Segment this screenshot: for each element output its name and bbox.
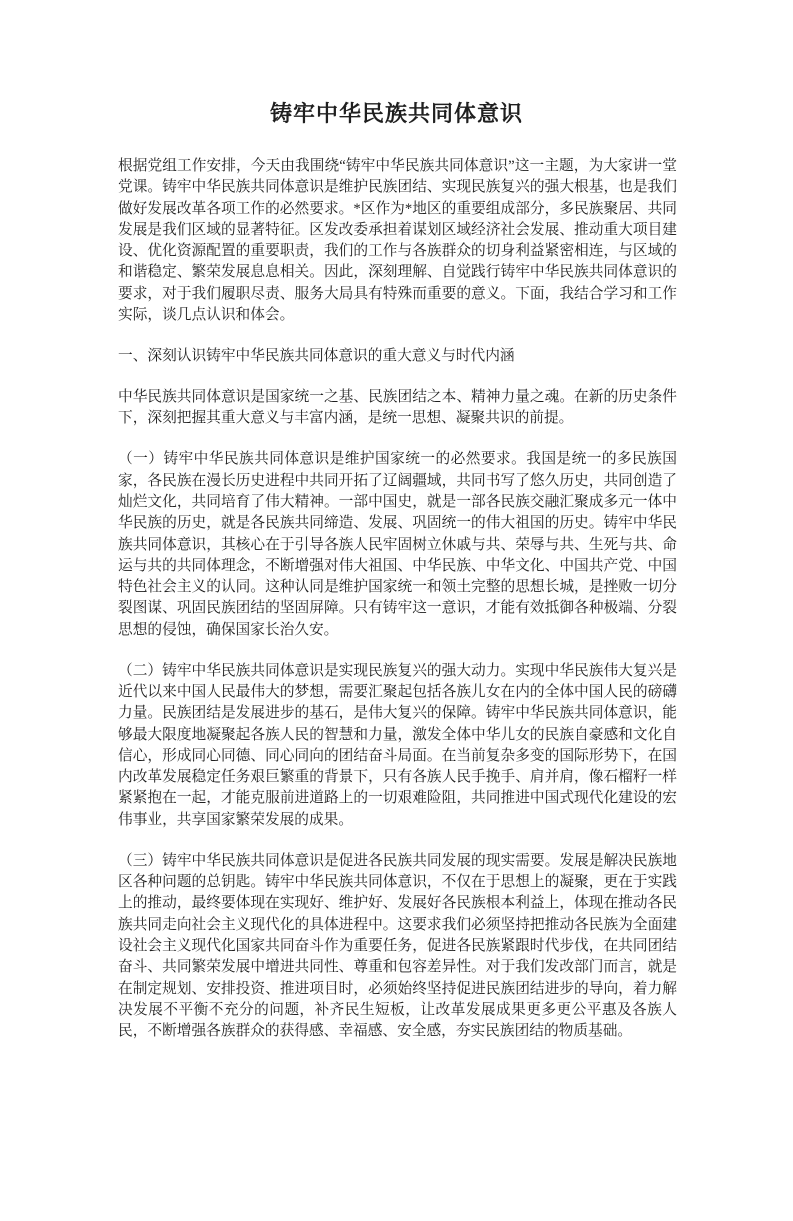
section-heading: 一、深刻认识铸牢中华民族共同体意识的重大意义与时代内涵 <box>118 348 515 365</box>
document-body <box>118 156 677 1042</box>
document-page <box>0 99 793 1221</box>
paragraph: 根据党组工作安排，今天由我围绕“铸牢中华民族共同体意识”这一主题，为大家讲一堂党课。铸牢中华民族共同体意识是维护民族团结、实现民族复兴的强大根基，也是我们做好发展改革各项工作的必然要求。*区作为*地区的重要组成部分，多民族聚居、共同发展是我们区域的显著特征。区发改委承担着谋划区域经济社会发展、推动重大项目建设、优化资源配置的重要职责，我们的工作与各族群众的切身利益紧密相连，与区域的和谐稳定、繁荣发展息息相关。因此，深刻理解、自觉践行铸牢中华民族共同体意识的要求，对于我们履职尽责、服务大局具有特殊而重要的意义。下面，我结合学习和工作实际，谈几点认识和体会。 <box>118 158 677 324</box>
paragraph: （二）铸牢中华民族共同体意识是实现民族复兴的强大动力。实现中华民族伟大复兴是近代以来中国人民最伟大的梦想，需要汇聚起包括各族儿女在内的全体中国人民的磅礴力量。民族团结是发展进步的基石，是伟大复兴的保障。铸牢中华民族共同体意识，能够最大限度地凝聚起各族人民的智慧和力量，激发全体中华儿女的民族自豪感和文化自信心，形成同心同德、同心同向的团结奋斗局面。在当前复杂多变的国际形势下，在国内改革发展稳定任务艰巨繁重的背景下，只有各族人民手挽手、肩并肩，像石榴籽一样紧紧抱在一起，才能克服前进道路上的一切艰难险阻，共同推进中国式现代化建设的宏伟事业，共享国家繁荣发展的成果。 <box>118 662 677 828</box>
document-title: 铸牢中华民族共同体意识 <box>269 101 523 126</box>
paragraph: （一）铸牢中华民族共同体意识是维护国家统一的必然要求。我国是统一的多民族国家，各民族在漫长历史进程中共同开拓了辽阔疆域，共同书写了悠久历史，共同创造了灿烂文化，共同培育了伟大精神。一部中国史，就是一部各民族交融汇聚成多元一体中华民族的历史，就是各民族共同缔造、发展、巩固统一的伟大祖国的历史。铸牢中华民族共同体意识，其核心在于引导各族人民牢固树立休戚与共、荣辱与共、生死与共、命运与共的共同体理念，不断增强对伟大祖国、中华民族、中华文化、中国共产党、中国特色社会主义的认同。这种认同是维护国家统一和领土完整的思想长城，是挫败一切分裂图谋、巩固民族团结的坚固屏障。只有铸牢这一意识，才能有效抵御各种极端、分裂思想的侵蚀，确保国家长治久安。 <box>118 451 677 638</box>
paragraph: 中华民族共同体意识是国家统一之基、民族团结之本、精神力量之魂。在新的历史条件下，深刻把握其重大意义与丰富内涵，是统一思想、凝聚共识的前提。 <box>118 389 677 427</box>
paragraph: （三）铸牢中华民族共同体意识是促进各民族共同发展的现实需要。发展是解决民族地区各种问题的总钥匙。铸牢中华民族共同体意识，不仅在于思想上的凝聚，更在于实践上的推动，最终要体现在实现好、维护好、发展好各民族根本利益上，体现在推动各民族共同走向社会主义现代化的具体进程中。这要求我们必须坚持把推动各民族为全面建设社会主义现代化国家共同奋斗作为重要任务，促进各民族紧跟时代步伐，在共同团结奋斗、共同繁荣发展中增进共同性、尊重和包容差异性。对于我们发改部门而言，就是在制定规划、安排投资、推进项目时，必须始终坚持促进民族团结进步的导向，着力解决发展不平衡不充分的问题，补齐民生短板，让改革发展成果更多更公平惠及各族人民，不断增强各族群众的获得感、幸福感、安全感，夯实民族团结的物质基础。 <box>118 852 677 1040</box>
